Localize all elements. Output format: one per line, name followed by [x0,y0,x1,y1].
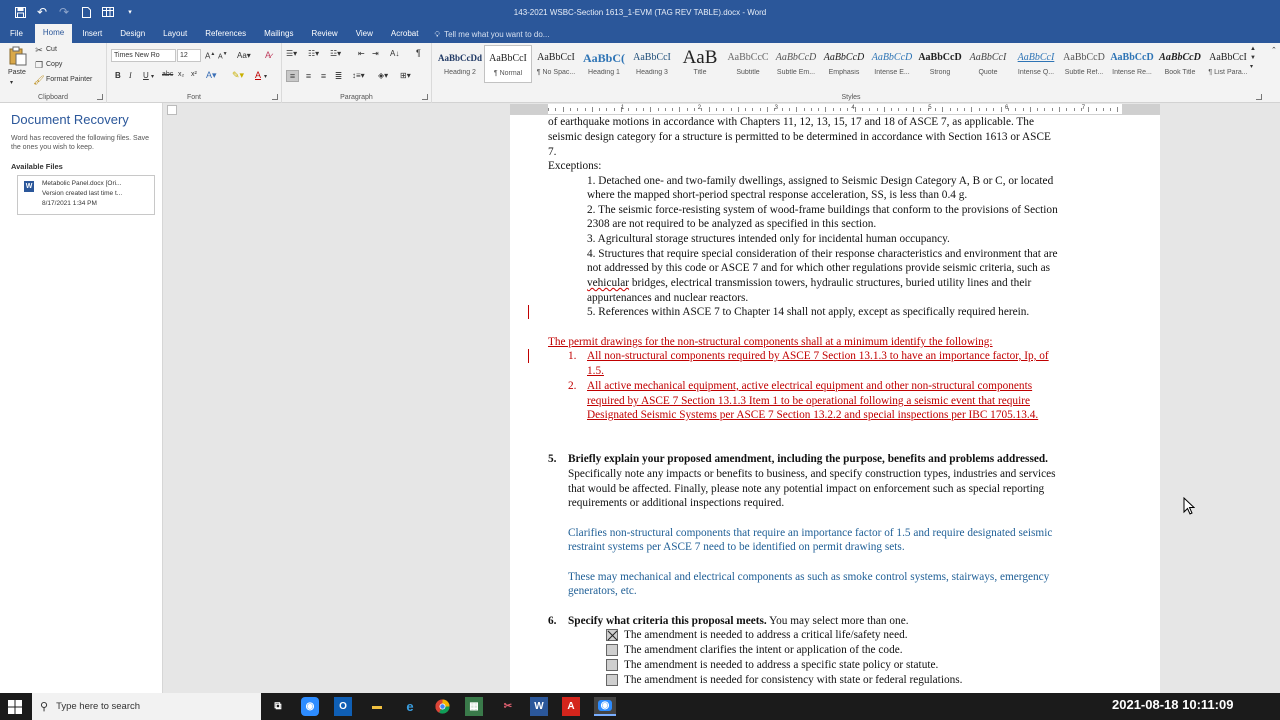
question-heading-line [568,614,909,628]
document-page[interactable] [510,115,1160,693]
taskbar [0,693,1280,720]
doc-line: 2308 are not required to be analyzed as specified in this section. [587,218,877,230]
ruler-tick [1059,107,1060,112]
ruler-tick [767,107,768,112]
copy-button[interactable]: Copy [46,61,63,68]
redo-icon[interactable]: ↷ [58,5,70,19]
font-launcher-icon[interactable] [272,94,278,100]
edge-icon[interactable]: e [406,699,414,714]
recovered-file-status: Version created last time t... [42,190,123,197]
ruler-tick [716,108,717,111]
text-effects-icon[interactable]: A▾ [206,70,217,80]
style-4[interactable] [628,45,676,83]
calculator-icon[interactable]: ▦ [465,697,483,716]
criteria-label: The amendment is needed to address a critical life/safety need. [624,629,908,641]
style-16[interactable] [1204,45,1252,83]
answer-line: Clarifies non-structural components that require an importance factor of 1.5 and require designated seismic [568,527,1053,539]
show-formatting-icon[interactable]: ¶ [416,48,421,58]
borders-icon[interactable]: ⊞▾ [400,71,411,80]
ruler-tick [555,108,556,111]
vertical-ruler [163,103,181,693]
doc-line-rest: bridges, electrical transmission towers, hydraulic structures, buried utility lines and their [631,277,1032,289]
ruler-tick [964,108,965,111]
ruler-tick [847,108,848,111]
paste-button[interactable]: Paste [8,69,26,76]
multilevel-list-icon[interactable]: ☳▾ [330,49,342,58]
quick-access-toolbar [0,2,140,22]
style-preview: AaBbCcD [823,52,865,63]
tracked-insertion-line: 1.5. [587,365,604,377]
doc-line: 5. References within ASCE 7 to Chapter 14 shall not apply, except as specifically required herein. [587,306,1030,318]
style-preview: AaBbCcD [775,52,817,63]
ruler-tick [942,107,943,112]
recovered-file-name: Metabolic Panel.docx [Ori... [42,180,122,187]
ruler-tick [833,108,834,111]
ruler-tick [1052,108,1053,111]
doc-line: appurtenances and nuclear reactors. [587,292,749,304]
cut-button[interactable]: Cut [46,46,57,53]
task-view-icon[interactable]: ⧉ [274,701,282,712]
ruler-number: 4 [851,105,855,111]
font-color-icon[interactable]: A [255,70,262,80]
paragraph-label: Paragraph [340,94,373,101]
format-painter-icon[interactable]: 🖌︎ [33,74,45,85]
style-12[interactable] [1012,45,1060,83]
font-group [107,43,282,103]
doc-line: 4. Structures that require special consideration of their response characteristics and environment that are [587,248,1058,260]
font-name-combo[interactable] [111,49,176,62]
ruler-tick [1096,108,1097,111]
tab-selector[interactable] [167,105,177,115]
ruler-tick [760,108,761,111]
ruler-tick [577,108,578,111]
ribbon [0,43,1280,103]
ruler-tick [796,107,797,112]
cut-icon[interactable]: ✂ [35,44,43,55]
right-margin-area [1122,104,1160,114]
ruler-tick [752,108,753,111]
acrobat-icon[interactable]: A [562,697,580,716]
word-taskbar-icon[interactable]: W [530,697,548,716]
format-painter-button[interactable]: Format Painter [46,76,93,83]
bold-button[interactable]: B [115,71,121,80]
zoom-active-icon[interactable]: ◉ [594,697,616,716]
highlight-icon[interactable]: ✎▾ [232,70,245,80]
tracked-insertion-line: All active mechanical equipment, active electrical equipment and other non-structural components [587,380,1033,392]
strikethrough-icon[interactable]: abc [162,71,174,78]
tab-design[interactable]: Design [120,29,146,38]
style-preview: AaBbCcC [727,52,769,63]
doc-line: Exceptions: [548,160,602,172]
outlook-icon[interactable]: O [334,697,352,716]
ruler-tick [738,107,739,112]
style-8[interactable] [820,45,868,83]
ruler-tick [658,108,659,111]
ruler-tick [825,107,826,112]
ruler-number: 5 [928,105,932,111]
doc-line: of earthquake motions in accordance with Chapters 11, 12, 13, 15, 17 and 18 of ASCE 7, as applicable. The [548,116,1034,128]
tell-me-box[interactable] [434,25,549,43]
ruler-tick [643,108,644,111]
justify-icon[interactable]: ≣ [334,70,343,81]
tab-home[interactable]: Home [35,24,72,43]
customize-toolbar-icon[interactable]: ▾ [128,9,132,16]
document-recovery-pane [0,103,163,693]
ribbon-tabs [0,24,1280,43]
word-file-icon: W [25,183,33,190]
style-name: ¶ List Para... [1208,69,1248,76]
ruler-tick [804,108,805,111]
clipboard-launcher-icon[interactable] [97,94,103,100]
ruler-tick [614,108,615,111]
grow-font-icon[interactable]: A▲ [205,51,216,61]
taskbar-clock: 2021-08-18 10:11:09 [1112,697,1234,712]
ruler-tick [906,108,907,111]
criteria-checkbox[interactable] [606,644,618,656]
ruler-tick [1117,107,1118,112]
recovery-description: Word has recovered the following files. Save the ones you wish to keep. [11,135,149,151]
ruler-number: 3 [774,105,778,111]
ruler-tick [570,108,571,111]
ruler-tick [1037,108,1038,111]
style-name: Quote [978,69,998,76]
style-3[interactable] [580,45,628,83]
ruler-tick [782,108,783,111]
style-5[interactable] [676,45,724,83]
ruler-tick [979,108,980,111]
style-preview: AaBbCcI [537,52,575,63]
ruler-tick [1044,108,1045,111]
tab-insert[interactable]: Insert [82,29,103,38]
style-preview: AaB [682,47,718,68]
file-explorer-icon[interactable]: ▬ [372,701,382,712]
ruler-tick [1015,108,1016,111]
style-preview: AaBbCcDd [437,53,482,63]
ruler-tick [1103,108,1104,111]
doc-line: 1. Detached one- and two-family dwellings, assigned to Seismic Design Category A, B or C, or located [587,175,1054,187]
taskbar-search-box[interactable] [32,693,261,720]
tab-view[interactable]: View [355,29,373,38]
ruler-tick [957,108,958,111]
subscript-icon[interactable]: x₂ [178,71,185,78]
underline-dropdown-icon[interactable]: ▾ [151,74,155,80]
increase-indent-icon[interactable]: ⇥ [372,49,379,58]
tab-layout[interactable]: Layout [163,29,188,38]
change-case-icon[interactable]: Aa▾ [237,51,251,60]
horizontal-ruler[interactable] [510,104,1160,115]
styles-launcher-icon[interactable] [1256,94,1262,100]
doc-line: 7. [548,146,557,158]
style-0[interactable] [436,45,484,83]
style-preview: AaBbCcD [918,52,962,63]
tab-mailings[interactable]: Mailings [264,29,294,38]
shading-icon[interactable]: ◈▾ [378,71,389,80]
style-name: Heading 1 [588,69,620,76]
ruler-tick [877,108,878,111]
ruler-tick [1030,107,1031,112]
ruler-number: 7 [1081,105,1086,111]
font-color-dropdown-icon[interactable]: ▾ [264,74,268,80]
font-name-value: Times New Ro [114,52,160,59]
ruler-tick [650,107,651,112]
doc-line: where the mapped short-period spectral response acceleration, SS, is less than 0.4 g. [587,189,968,201]
style-name: ¶ Normal [493,70,523,77]
style-preview: AaBbCcI [1017,52,1055,63]
doc-line [587,276,1031,290]
ruler-tick [1088,107,1089,112]
style-14[interactable] [1108,45,1156,83]
windows-start-icon[interactable] [8,700,22,714]
red-item-number: 2. [568,380,577,392]
ruler-tick [592,107,593,112]
font-size-value: 12 [180,52,188,59]
clipboard-group [0,43,107,103]
style-1[interactable] [484,45,532,83]
question-heading-rest: You may select more than one. [766,615,909,627]
style-15[interactable] [1156,45,1204,83]
question-number: 6. [548,615,557,627]
zoom-icon[interactable]: ◉ [301,697,319,716]
font-size-combo[interactable] [177,49,201,62]
ruler-tick [672,108,673,111]
doc-line: seismic design category for a structure is permitted to be determined in accordance with Section 1613 or ASCE [548,131,1051,143]
ruler-tick [818,108,819,111]
change-bar [528,305,529,319]
style-name: Heading 2 [444,69,476,76]
left-margin-area [510,104,548,114]
answer-line: These may mechanical and electrical components as such as smoke control systems, stairways, emergency [568,571,1050,583]
superscript-icon[interactable]: x² [191,71,197,78]
line-spacing-icon[interactable]: ↕≡▾ [352,71,365,80]
save-icon[interactable] [10,2,30,22]
style-preview: AaBbCcI [1209,52,1247,63]
red-item-number: 1. [568,350,577,362]
ruler-tick [1110,108,1111,111]
style-name: Intense Re... [1112,69,1152,76]
ruler-tick [679,107,680,112]
ruler-tick [1074,108,1075,111]
collapse-ribbon-icon[interactable]: ⌃ [1271,47,1277,54]
ruler-tick [913,107,914,112]
criteria-checkbox[interactable] [606,629,618,641]
style-name: Book Title [1164,69,1196,76]
search-placeholder: Type here to search [56,701,141,712]
ruler-tick [891,108,892,111]
ruler-tick [935,108,936,111]
ruler-tick [840,108,841,111]
ruler-tick [563,107,564,112]
tracked-insertion-line: required by ASCE 7 Section 13.1.3 Item 1 to be operational following a seismic event that require [587,395,1030,407]
ruler-tick [628,108,629,111]
ruler-number: 2 [697,105,702,111]
tab-file[interactable]: File [10,29,23,38]
snipping-tool-icon[interactable]: ✂ [503,701,513,712]
style-preview: AaBbC( [582,51,625,65]
style-name: Subtle Em... [776,69,816,76]
font-label: Font [186,94,201,101]
style-11[interactable] [964,45,1012,83]
ruler-tick [731,108,732,111]
misspelled-word[interactable]: vehicular [587,277,630,289]
answer-line: generators, etc. [568,585,637,597]
ruler-tick [723,108,724,111]
style-preview: AaBbCcI [969,52,1007,63]
chrome-icon[interactable] [432,697,452,716]
ruler-tick [606,108,607,111]
recovery-title: Document Recovery [11,112,129,127]
doc-line: not addressed by this code or ASCE 7 and for which other regulations provide seismic criteria, such as [587,262,1051,274]
style-name: Emphasis [828,69,860,76]
tracked-insertion-line: All non-structural components required by ASCE 7 Section 13.1.3 to have an importance factor, Ip, of [587,350,1049,362]
question-heading: Specify what criteria this proposal meets. [568,615,767,627]
criteria-label: The amendment is needed for consistency with state or federal regulations. [624,674,963,686]
tab-references[interactable]: References [205,29,247,38]
style-name: Heading 3 [636,69,668,76]
ruler-tick [599,108,600,111]
clipboard-label: Clipboard [38,94,68,101]
numbering-icon[interactable]: ☷▾ [308,49,320,58]
available-files-label: Available Files [11,162,63,171]
style-name: ¶ No Spac... [536,69,576,76]
search-icon: ⚲ [40,701,49,713]
ruler-tick [862,108,863,111]
underline-button[interactable]: U [143,71,149,80]
criteria-label: The amendment clarifies the intent or application of the code. [624,644,903,656]
paragraph-group [282,43,432,103]
style-name: Intense E... [874,69,910,76]
ruler-tick [1066,108,1067,111]
mouse-cursor-icon [1183,497,1195,520]
doc-line: that would be affected. Finally, please note any potential impact on enforcement such as special reporting [568,483,1045,495]
style-7[interactable] [772,45,820,83]
window-title: 143-2021 WSBC-Section 1613_1-EVM (TAG REV TABLE).docx - Word [513,8,767,17]
ruler-tick [920,108,921,111]
criteria-checkbox[interactable] [606,659,618,671]
style-9[interactable] [868,45,916,83]
italic-button[interactable]: I [129,71,132,80]
title-bar [0,0,1280,24]
ruler-tick [585,108,586,111]
ruler-tick [548,108,549,111]
ruler-number: 6 [1005,105,1009,111]
change-bar [528,349,529,363]
style-preview: AaBbCcI [633,52,671,63]
shrink-font-icon[interactable]: A▼ [218,51,228,61]
paste-dropdown-icon[interactable]: ▾ [10,80,14,86]
ruler-tick [745,108,746,111]
ruler-tick [971,107,972,112]
doc-line: 2. The seismic force-resisting system of wood-frame buildings that conform to the provisions of Section [587,204,1058,216]
ruler-tick [665,108,666,111]
style-preview: AaBbCcD [1063,52,1105,63]
tracked-insertion-line: Designated Seismic Systems per ASCE 7 Section 13.2.2 and special inspections per IBC 1705.13.4. [587,409,1039,421]
style-13[interactable] [1060,45,1108,83]
ruler-tick [687,108,688,111]
tab-acrobat[interactable]: Acrobat [390,29,419,38]
styles-scroll-icon[interactable]: ▲ ▼ ▾ [1250,46,1256,70]
style-name: Strong [929,69,951,76]
ruler-tick [636,108,637,111]
ruler-tick [1001,107,1002,112]
question-heading: Briefly explain your proposed amendment, including the purpose, benefits and problems addressed. [568,453,1048,465]
ruler-tick [709,107,710,112]
style-preview: AaBbCcD [1159,52,1201,63]
copy-icon[interactable]: ❐ [34,59,44,70]
styles-gallery [436,45,1252,85]
tracked-insertion-intro: The permit drawings for the non-structural components shall at a minimum identify the following: [548,336,993,348]
recovered-file-date: 8/17/2021 1:34 PM [42,200,97,207]
ruler-tick [1023,108,1024,111]
clear-formatting-icon[interactable]: A̷ [265,50,272,60]
style-10[interactable] [916,45,964,83]
ruler-tick [898,108,899,111]
undo-icon[interactable]: ↶ [36,5,48,19]
question-number: 5. [548,453,557,465]
bullets-icon[interactable]: ☰▾ [286,49,298,58]
ruler-tick [993,108,994,111]
ruler-tick [950,108,951,111]
style-preview: AaBbCcD [871,52,913,63]
tab-review[interactable]: Review [311,29,338,38]
style-name: Title [693,69,707,76]
answer-line: restraint systems per ASCE 7 need to be identified on permit drawing sets. [568,541,905,553]
align-right-icon[interactable]: ≡ [320,71,327,81]
ruler-tick [884,107,885,112]
doc-line: 3. Agricultural storage structures intended only for incidental human occupancy. [587,233,950,245]
doc-line: requirements or additional inspections required. [568,497,785,509]
ruler-tick [869,108,870,111]
ruler-number: 1 [621,105,625,111]
tell-me-text: Tell me what you want to do... [444,29,550,39]
table-icon[interactable] [98,2,118,22]
style-preview: AaBbCcI [489,53,527,64]
align-center-icon[interactable]: ≡ [305,71,312,81]
ruler-tick [701,108,702,111]
criteria-checkbox[interactable] [606,674,618,686]
style-name: Subtitle [736,69,760,76]
recovered-file-item[interactable] [17,175,155,215]
ruler-tick [789,108,790,111]
style-preview: AaBbCcD [1110,52,1154,63]
sort-icon[interactable]: A↓ [390,49,400,58]
new-document-icon[interactable] [76,2,96,22]
paragraph-launcher-icon[interactable] [422,94,428,100]
doc-line: Specifically note any impacts or benefits to business, and specify construction types, industries and services [568,468,1056,480]
ruler-tick [694,108,695,111]
criteria-label: The amendment is needed to address a specific state policy or statute. [624,659,939,671]
ruler-tick [986,108,987,111]
style-6[interactable] [724,45,772,83]
lightbulb-icon: 💡︎ [434,29,441,39]
styles-label: Styles [841,94,861,101]
style-2[interactable] [532,45,580,83]
decrease-indent-icon[interactable]: ⇤ [358,49,365,58]
align-left-icon[interactable]: ≡ [286,70,299,82]
paste-icon[interactable] [8,46,28,66]
style-name: Subtle Ref... [1064,69,1104,76]
ruler-tick [811,108,812,111]
style-name: Intense Q... [1017,69,1055,76]
